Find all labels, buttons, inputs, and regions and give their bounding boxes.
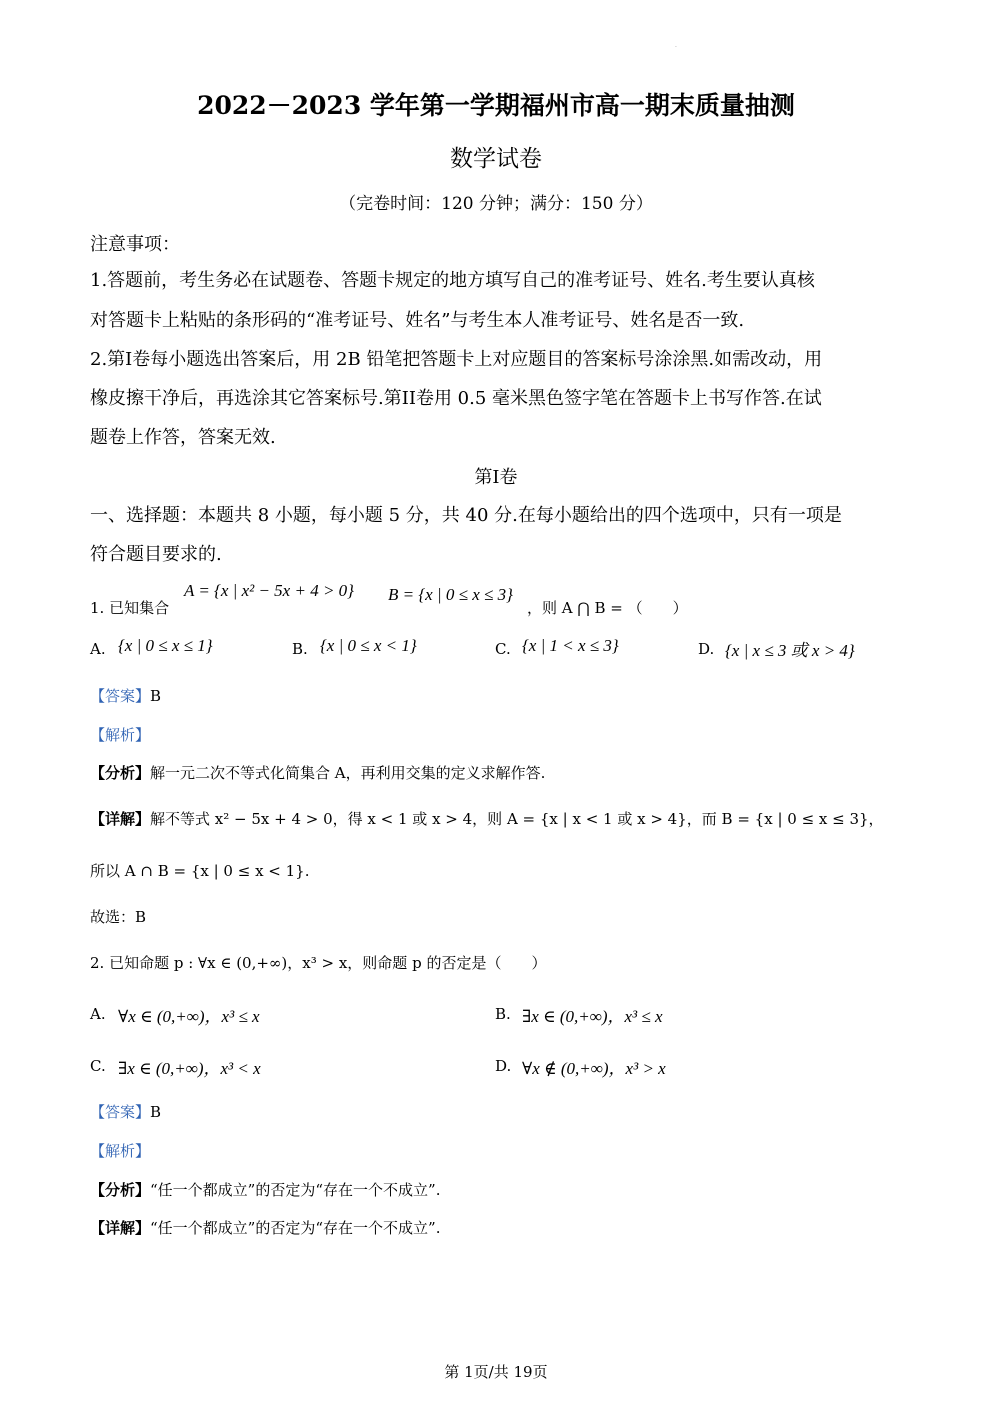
q2-option-a: ∀x ∈ (0,+∞)，x³ ≤ x [118, 1007, 260, 1026]
fenxi-tag: 【分析】 [90, 764, 151, 782]
q1-option-c-label: C. [495, 640, 511, 658]
q1-option-c: {x | 1 < x ≤ 3} [522, 636, 619, 655]
q1-set-b: B = {x | 0 ≤ x ≤ 3} [388, 585, 513, 604]
q2-option-b-label: B. [495, 1005, 511, 1023]
q2-detail: “任一个都成立”的否定为“存在一个不成立”. [150, 1219, 441, 1237]
volume-title: 第I卷 [474, 467, 518, 488]
q2-detail-row [90, 1217, 440, 1238]
q2-stem: 2. 已知命题 p : ∀x ∈ (0,+∞)，x³ > x，则命题 p 的否定是（ ） [90, 954, 547, 972]
q1-choose: 故选：B [90, 908, 147, 926]
q1-answer-row [90, 685, 161, 706]
q1-answer: B [150, 687, 162, 705]
answer-tag: 【答案】 [90, 1103, 151, 1121]
q1-stem-suffix: ，则 A ⋂ B = （ ） [527, 599, 688, 617]
q2-option-d: ∀x ∉ (0,+∞)，x³ > x [522, 1059, 666, 1078]
section-intro-line: 符合题目要求的. [90, 544, 222, 565]
notice-line: 2.第I卷每小题选出答案后，用 2B 铅笔把答题卡上对应题目的答案标号涂涂黑.如需改动，用 [90, 349, 823, 370]
q1-detail-line1: 解不等式 x² − 5x + 4 > 0，得 x < 1 或 x > 4，则 A = {x | x < 1 或 x > 4}，而 B = {x | 0 ≤ x ≤ 3}， [150, 810, 884, 828]
notice-heading: 注意事项： [90, 234, 180, 255]
q1-detail-row [90, 808, 884, 829]
q2-fenxi: “任一个都成立”的否定为“存在一个不成立”. [150, 1181, 441, 1199]
q1-analysis-tag: 【解析】 [90, 726, 151, 744]
q1-fenxi-row [90, 762, 545, 783]
q2-fenxi-row [90, 1179, 440, 1200]
q1-stem-prefix: 1. 已知集合 [90, 599, 170, 617]
document-title: 2022－2023 学年第一学期福州市高一期末质量抽测 [197, 91, 795, 120]
notice-line: 题卷上作答，答案无效. [90, 427, 276, 448]
q2-option-b: ∃x ∈ (0,+∞)，x³ ≤ x [522, 1007, 663, 1026]
q2-option-d-label: D. [495, 1057, 512, 1075]
q1-option-d-label: D. [698, 640, 715, 658]
q2-option-c-label: C. [90, 1057, 106, 1075]
q2-analysis-tag: 【解析】 [90, 1142, 151, 1160]
page-number: 第 1页/共 19页 [444, 1363, 548, 1381]
time-info: （完卷时间：120 分钟；满分：150 分） [339, 194, 653, 214]
q1-detail-line2: 所以 A ∩ B = {x | 0 ≤ x < 1}. [90, 862, 310, 880]
q1-set-a: A = {x | x² − 5x + 4 > 0} [184, 581, 354, 600]
document-subtitle: 数学试卷 [450, 146, 542, 172]
q1-option-d: {x | x ≤ 3 或 x > 4} [725, 641, 855, 660]
section-intro-line: 一、选择题：本题共 8 小题，每小题 5 分，共 40 分.在每小题给出的四个选项中，只有一项是 [90, 505, 842, 526]
notice-line: 1.答题前，考生务必在试题卷、答题卡规定的地方填写自己的准考证号、姓名.考生要认真核 [90, 270, 815, 291]
q2-answer: B [150, 1103, 162, 1121]
detail-tag: 【详解】 [90, 1219, 151, 1237]
scan-dot: . [675, 42, 677, 49]
notice-line: 对答题卡上粘贴的条形码的“准考证号、姓名”与考生本人准考证号、姓名是否一致. [90, 310, 745, 331]
q1-option-a: {x | 0 ≤ x ≤ 1} [118, 636, 213, 655]
answer-tag: 【答案】 [90, 687, 151, 705]
fenxi-tag: 【分析】 [90, 1181, 151, 1199]
q1-option-a-label: A. [90, 640, 106, 658]
notice-line: 橡皮擦干净后，再选涂其它答案标号.第II卷用 0.5 毫米黑色签字笔在答题卡上书写作答.在试 [90, 388, 822, 409]
q2-option-c: ∃x ∈ (0,+∞)，x³ < x [118, 1059, 261, 1078]
q2-option-a-label: A. [90, 1005, 106, 1023]
detail-tag: 【详解】 [90, 810, 151, 828]
q1-option-b: {x | 0 ≤ x < 1} [320, 636, 417, 655]
q1-fenxi: 解一元二次不等式化简集合 A，再利用交集的定义求解作答. [150, 764, 546, 782]
q2-answer-row [90, 1101, 161, 1122]
q1-option-b-label: B. [292, 640, 308, 658]
